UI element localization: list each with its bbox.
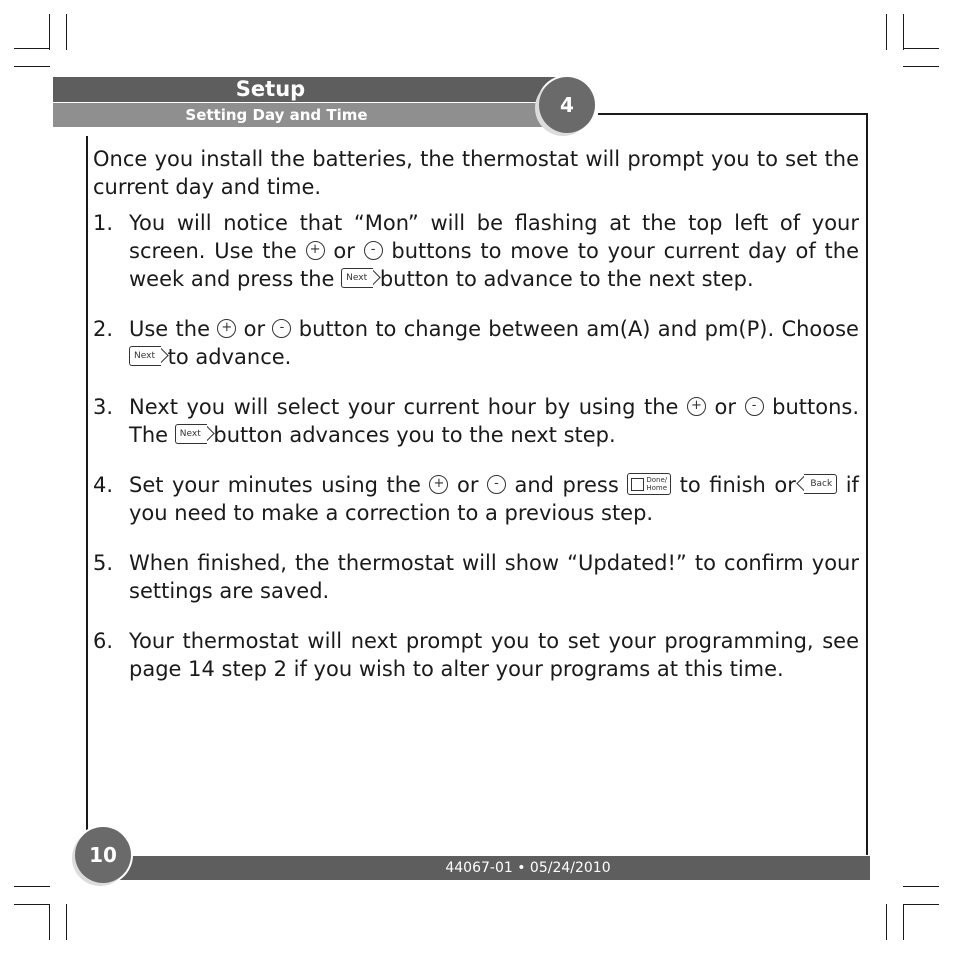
crop-mark [903,904,904,940]
step-item [93,315,859,371]
crop-mark [66,14,67,50]
frame-line [86,136,88,852]
step-number: 6. [93,629,114,653]
plus-icon: + [429,475,448,494]
step-number: 3. [93,395,114,419]
step-item [93,549,859,605]
section-title: Setup [235,77,306,101]
plus-icon: + [217,319,236,338]
step-item [93,471,859,527]
crop-mark [903,66,939,67]
crop-mark [886,904,887,940]
crop-mark [903,14,904,50]
step-text: When finished, the thermostat will show “Updated!” to confirm your settings are saved. [129,551,859,603]
document-code: 44067-01 • 05/24/2010 [445,860,611,876]
crop-mark [903,904,939,905]
crop-mark [14,904,50,905]
plus-icon: + [306,241,325,260]
frame-line [866,113,868,855]
crop-mark [14,48,50,49]
crop-mark [14,886,50,887]
plus-icon: + [687,397,706,416]
step-number: 1. [93,211,114,235]
crop-mark [14,66,50,67]
next-button-icon: Next [129,346,161,366]
step-text: Use the + or - button to change between am(A) and pm(P). Choose Next to advance. [129,317,859,369]
step-number: 2. [93,317,114,341]
crop-mark [903,48,939,49]
crop-mark [49,904,50,940]
section-subtitle: Setting Day and Time [185,106,368,124]
chapter-badge: 4 [539,77,595,133]
page-number: 10 [75,827,131,883]
next-button-icon: Next [175,424,207,444]
step-item [93,627,859,683]
step-text: Next you will select your current hour by using the + or - buttons. The Next button advances you to the next step. [129,395,859,447]
step-text: Set your minutes using the + or - and press Done/ Home to finish or Back if you need to make a correction to a previous step. [129,473,859,525]
minus-icon: - [487,475,506,494]
crop-mark [49,14,50,50]
crop-mark [886,14,887,50]
minus-icon: - [364,241,383,260]
step-number: 5. [93,551,114,575]
back-button-icon: Back [804,474,837,494]
done-home-button-icon: Done/ Home [627,473,671,495]
crop-mark [903,886,939,887]
minus-icon: - [272,319,291,338]
step-item [93,209,859,293]
step-text: Your thermostat will next prompt you to set your programming, see page 14 step 2 if you wish to alter your programs at this time. [129,629,859,681]
frame-line [598,113,868,115]
instructions [93,145,859,683]
next-button-icon: Next [341,268,373,288]
crop-mark [66,904,67,940]
house-icon [631,478,644,491]
minus-icon: - [745,397,764,416]
step-item [93,393,859,449]
step-text: You will notice that “Mon” will be flashing at the top left of your screen. Use the + or - buttons to move to your current day of the week and press the Next button to advance to the next step. [129,211,860,291]
intro-paragraph: Once you install the batteries, the thermostat will prompt you to set the current day and time. [93,147,859,199]
step-number: 4. [93,473,114,497]
